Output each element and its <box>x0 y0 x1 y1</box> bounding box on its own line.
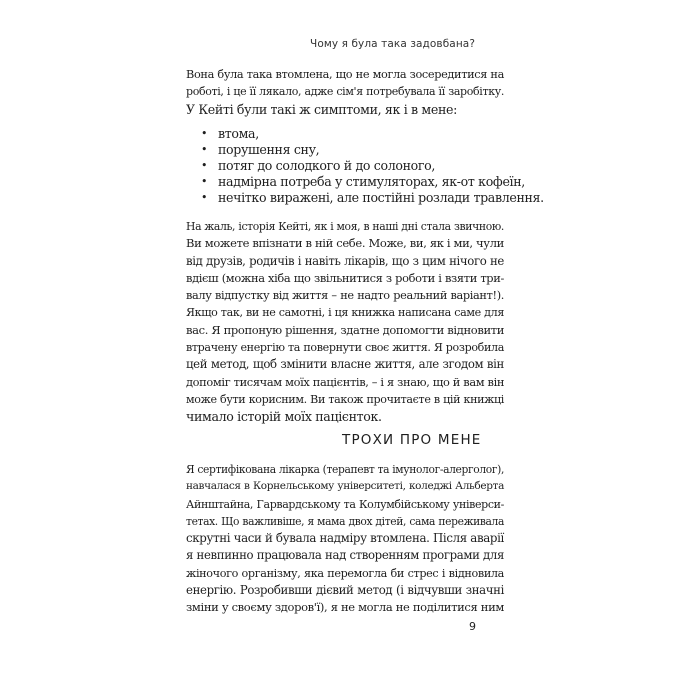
bullet-icon: • <box>201 127 208 140</box>
paragraph-line: Якщо так, ви не самотні, і ця книжка написана саме для <box>186 306 504 320</box>
paragraph-line: роботі, і це її лякало, адже сім'я потребувала її заробітку. <box>186 85 504 99</box>
paragraph-line: Ви можете впізнати в ній себе. Може, ви, як і ми, чули <box>186 236 504 251</box>
list-item-text: нечітко виражені, але постійні розлади травлення. <box>218 190 544 206</box>
bullet-icon: • <box>201 143 208 157</box>
section-heading: ТРОХИ ПРО МЕНЕ <box>342 432 482 448</box>
paragraph-line: валу відпустку від життя – не надто реальний варіант!). <box>186 289 504 303</box>
paragraph-kate-story <box>186 218 504 426</box>
list-item <box>186 190 544 206</box>
list-item <box>186 158 504 174</box>
paragraph-line: я невпинно працювала над створенням програми для <box>186 548 504 563</box>
paragraph-intro <box>186 66 504 118</box>
paragraph-line: зміни у своєму здоров'ї), я не могла не поділитися ним <box>186 600 504 615</box>
list-item-text: порушення сну, <box>218 142 320 158</box>
list-item <box>186 126 504 142</box>
list-item <box>186 174 525 190</box>
list-item-text: втома, <box>218 126 259 141</box>
paragraph-line: може бути корисним. Ви також прочитаєте в цій книжці <box>186 392 504 406</box>
paragraph-line: вдієш (можна хіба що звільнитися з роботи і взяти три- <box>186 270 504 285</box>
paragraph-line: У Кейті були такі ж симптоми, як і в мене: <box>186 101 458 117</box>
paragraph-about-me <box>186 461 504 617</box>
paragraph-line: допоміг тисячам моїх пацієнтів, – і я знаю, що й вам він <box>186 374 505 389</box>
paragraph-line: скрутні часи й бувала надміру втомлена. Після аварії <box>186 531 504 546</box>
list-item <box>186 142 504 158</box>
paragraph-line: жіночого організму, яка перемогла би стрес і відновила <box>186 566 504 580</box>
symptom-list <box>186 126 544 206</box>
paragraph-line: від друзів, родичів і навіть лікарів, що з цим нічого не <box>186 253 504 268</box>
bullet-icon: • <box>201 175 208 189</box>
paragraph-line: енергію. Розробивши дієвий метод (і відчувши значні <box>186 583 504 598</box>
bullet-icon: • <box>201 159 208 173</box>
paragraph-line: чимало історій моїх пацієнток. <box>186 409 382 425</box>
paragraph-line: втрачену енергію та повернути своє життя. Я розробила <box>186 341 504 355</box>
paragraph-line: тетах. Що важливіше, я мама двох дітей, сама переживала <box>186 514 504 528</box>
paragraph-line: Айнштайна, Гарвардському та Колумбійському універси- <box>186 497 504 511</box>
paragraph-line: На жаль, історія Кейті, як і моя, в наші дні стала звичною. <box>186 220 504 233</box>
paragraph-line: цей метод, щоб змінити власне життя, але згодом він <box>186 357 504 372</box>
paragraph-line: Вона була така втомлена, що не могла зосередитися на <box>186 68 504 81</box>
paragraph-line: Я сертифікована лікарка (терапевт та імунолог-алерголог), <box>186 463 504 476</box>
list-item-text: потяг до солодкого й до солоного, <box>218 158 436 174</box>
paragraph-line: навчалася в Корнельському університеті, коледжі Альберта <box>186 480 504 493</box>
page-number: 9 <box>469 620 476 633</box>
running-head: Чому я була така задовбана? <box>310 38 475 50</box>
list-item-text: надмірна потреба у стимуляторах, як-от кофеїн, <box>218 174 525 190</box>
bullet-icon: • <box>201 191 208 205</box>
paragraph-line: вас. Я пропоную рішення, здатне допомогти відновити <box>186 322 505 337</box>
